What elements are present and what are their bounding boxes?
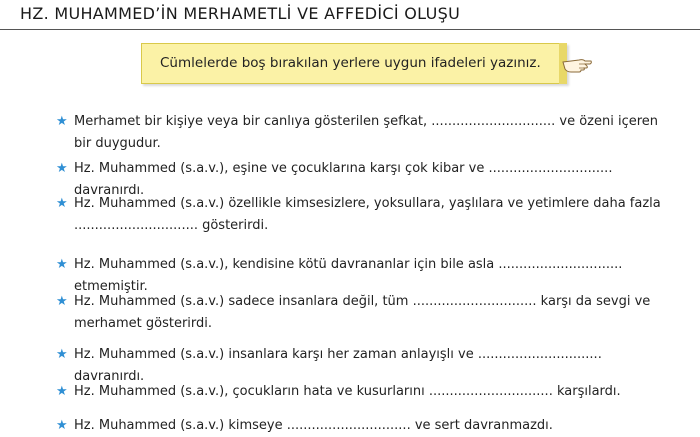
star-icon: ★ [56,196,68,211]
item-text: Hz. Muhammed (s.a.v.), eşine ve çocuklarına karşı çok kibar ve .............................. davranırdı. [74,161,613,198]
star-icon: ★ [56,114,68,129]
item-text: Hz. Muhammed (s.a.v.), çocukların hata ve kusurlarını .............................. karşılardı. [74,384,621,399]
instruction-note [141,43,567,84]
star-icon: ★ [56,294,68,309]
item-text: Hz. Muhammed (s.a.v.) insanlara karşı her zaman anlayışlı ve .............................. davranırdı. [74,347,602,384]
instruction-text: Cümlelerde boş bırakılan yerlere uygun ifadeleri yazınız. [160,55,541,71]
star-icon: ★ [56,347,68,362]
item-text: Merhamet bir kişiye veya bir canlıya gösterilen şefkat, .............................. ve özeni içeren bir duygudur. [74,114,659,151]
star-icon: ★ [56,161,68,176]
item-text: Hz. Muhammed (s.a.v.), kendisine kötü davrananlar için bile asla .............................. etmemiştir. [74,257,623,294]
star-icon: ★ [56,257,68,272]
page-title: HZ. MUHAMMED’İN MERHAMETLİ VE AFFEDİCİ OLUŞU [20,4,461,23]
star-icon: ★ [56,384,68,399]
star-icon: ★ [56,418,68,433]
item-text: Hz. Muhammed (s.a.v.) kimseye .............................. ve sert davranmazdı. [74,418,553,433]
pointing-hand-icon [561,54,593,76]
title-divider [0,29,700,30]
item-text: Hz. Muhammed (s.a.v.) özellikle kimsesizlere, yoksullara, yaşlılara ve yetimlere daha fazla .............................. gösterirdi. [74,196,661,233]
item-text: Hz. Muhammed (s.a.v.) sadece insanlara değil, tüm .............................. karşı da sevgi ve merhamet gösterirdi. [74,294,651,331]
